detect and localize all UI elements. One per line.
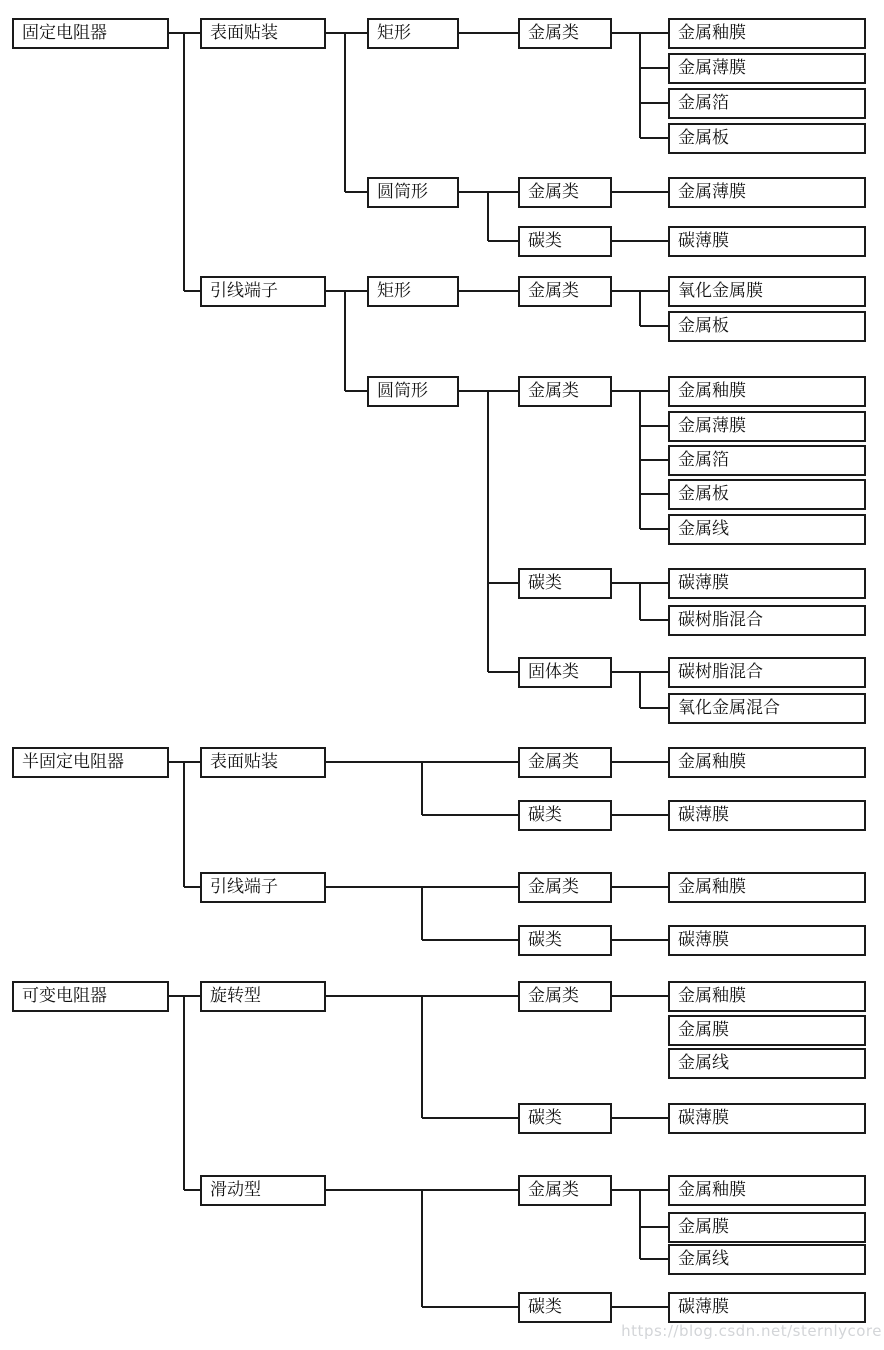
node-metal-type-3: 金属类 bbox=[518, 276, 612, 307]
leaf-metal-glaze-film-3: 金属釉膜 bbox=[668, 747, 866, 778]
node-carbon-type-6: 碳类 bbox=[518, 1292, 612, 1323]
leaf-metal-film-1: 金属膜 bbox=[668, 1015, 866, 1046]
node-lead-terminal-2: 引线端子 bbox=[200, 872, 326, 903]
leaf-carbon-thin-film-1: 碳薄膜 bbox=[668, 226, 866, 257]
leaf-metal-plate-3: 金属板 bbox=[668, 479, 866, 510]
node-carbon-type-3: 碳类 bbox=[518, 800, 612, 831]
leaf-metal-wire-1: 金属线 bbox=[668, 514, 866, 545]
leaf-metal-thin-film-3: 金属薄膜 bbox=[668, 411, 866, 442]
node-cylindrical-2: 圆筒形 bbox=[367, 376, 459, 407]
leaf-metal-glaze-film-4: 金属釉膜 bbox=[668, 872, 866, 903]
csdn-watermark: https://blog.csdn.net/sternlycore bbox=[621, 1322, 882, 1340]
node-lead-terminal-1: 引线端子 bbox=[200, 276, 326, 307]
leaf-metal-glaze-film-5: 金属釉膜 bbox=[668, 981, 866, 1012]
leaf-carbon-thin-film-3: 碳薄膜 bbox=[668, 800, 866, 831]
node-cylindrical-1: 圆筒形 bbox=[367, 177, 459, 208]
node-surface-mount-2: 表面贴装 bbox=[200, 747, 326, 778]
node-metal-type-1: 金属类 bbox=[518, 18, 612, 49]
node-carbon-type-2: 碳类 bbox=[518, 568, 612, 599]
leaf-metal-glaze-film-2: 金属釉膜 bbox=[668, 376, 866, 407]
leaf-metal-plate-2: 金属板 bbox=[668, 311, 866, 342]
node-sliding-type: 滑动型 bbox=[200, 1175, 326, 1206]
leaf-carbon-thin-film-5: 碳薄膜 bbox=[668, 1103, 866, 1134]
node-carbon-type-1: 碳类 bbox=[518, 226, 612, 257]
node-carbon-type-5: 碳类 bbox=[518, 1103, 612, 1134]
node-metal-type-8: 金属类 bbox=[518, 1175, 612, 1206]
leaf-metal-oxide-mix: 氧化金属混合 bbox=[668, 693, 866, 724]
leaf-metal-wire-2: 金属线 bbox=[668, 1048, 866, 1079]
leaf-metal-thin-film-1: 金属薄膜 bbox=[668, 53, 866, 84]
node-rotary-type: 旋转型 bbox=[200, 981, 326, 1012]
leaf-metal-thin-film-2: 金属薄膜 bbox=[668, 177, 866, 208]
leaf-metal-plate-1: 金属板 bbox=[668, 123, 866, 154]
node-rectangular-2: 矩形 bbox=[367, 276, 459, 307]
node-semi-fixed-resistor: 半固定电阻器 bbox=[12, 747, 169, 778]
node-surface-mount-1: 表面贴装 bbox=[200, 18, 326, 49]
leaf-metal-foil-1: 金属箔 bbox=[668, 88, 866, 119]
leaf-metal-foil-2: 金属箔 bbox=[668, 445, 866, 476]
node-solid-type: 固体类 bbox=[518, 657, 612, 688]
leaf-metal-oxide-film: 氧化金属膜 bbox=[668, 276, 866, 307]
node-fixed-resistor: 固定电阻器 bbox=[12, 18, 169, 49]
leaf-carbon-resin-mix-1: 碳树脂混合 bbox=[668, 605, 866, 636]
node-metal-type-4: 金属类 bbox=[518, 376, 612, 407]
node-variable-resistor: 可变电阻器 bbox=[12, 981, 169, 1012]
leaf-carbon-thin-film-6: 碳薄膜 bbox=[668, 1292, 866, 1323]
node-metal-type-2: 金属类 bbox=[518, 177, 612, 208]
leaf-metal-wire-3: 金属线 bbox=[668, 1244, 866, 1275]
leaf-metal-glaze-film-1: 金属釉膜 bbox=[668, 18, 866, 49]
node-metal-type-6: 金属类 bbox=[518, 872, 612, 903]
node-carbon-type-4: 碳类 bbox=[518, 925, 612, 956]
node-metal-type-5: 金属类 bbox=[518, 747, 612, 778]
leaf-metal-film-2: 金属膜 bbox=[668, 1212, 866, 1243]
leaf-metal-glaze-film-6: 金属釉膜 bbox=[668, 1175, 866, 1206]
leaf-carbon-thin-film-2: 碳薄膜 bbox=[668, 568, 866, 599]
leaf-carbon-resin-mix-2: 碳树脂混合 bbox=[668, 657, 866, 688]
node-metal-type-7: 金属类 bbox=[518, 981, 612, 1012]
leaf-carbon-thin-film-4: 碳薄膜 bbox=[668, 925, 866, 956]
node-rectangular-1: 矩形 bbox=[367, 18, 459, 49]
